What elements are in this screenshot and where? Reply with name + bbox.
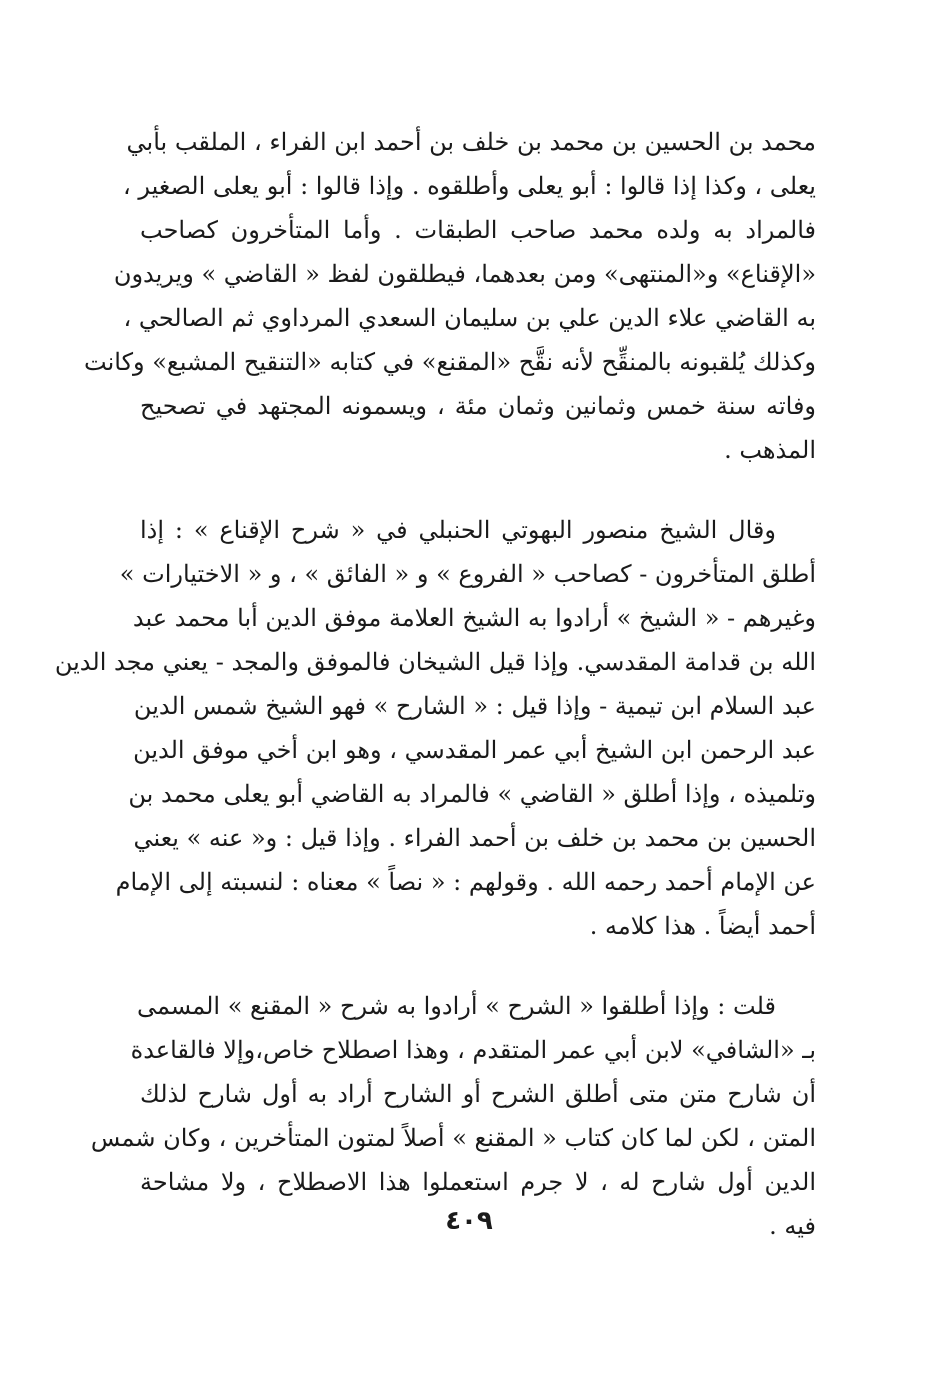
text-line: عبد الرحمن ابن الشيخ أبي عمر المقدسي ، وهو ابن أخي موفق الدين (133, 736, 816, 764)
text-line: الدين أول شارح له ، لا جرم استعملوا هذا الاصطلاح ، ولا مشاحة (140, 1168, 816, 1196)
text-line: به القاضي علاء الدين علي بن سليمان السعدي المرداوي ثم الصالحي ، (123, 304, 816, 332)
text-line: يعلى ، وكذا إذا قالوا : أبو يعلى وأطلقوه . وإذا قالوا : أبو يعلى الصغير ، (123, 172, 816, 200)
text-line: عبد السلام ابن تيمية - وإذا قيل : « الشارح » فهو الشيخ شمس الدين (133, 692, 816, 720)
text-line: أطلق المتأخرون - كصاحب « الفروع » و « الفائق » ، و « الاختيارات » (119, 560, 816, 588)
paragraph-1 (84, 120, 817, 472)
page-body (54, 120, 817, 1248)
paragraph-gap (140, 472, 816, 508)
text-line: فالمراد به ولده محمد صاحب الطبقات . وأما المتأخرون كصاحب (140, 216, 816, 244)
text-line: فيه . (769, 1212, 816, 1240)
page-number: ٤٠٩ (445, 1206, 493, 1236)
text-line: وفاته سنة خمس وثمانين وثمان مئة ، ويسمونه المجتهد في تصحيح (140, 392, 817, 420)
text-line: عن الإمام أحمد رحمه الله . وقولهم : « نصاً » معناه : لنسبته إلى الإمام (115, 868, 816, 896)
text-line: الحسين بن محمد بن خلف بن أحمد الفراء . وإذا قيل : و« عنه » يعني (133, 824, 816, 852)
text-line: بـ «الشافي» لابن أبي عمر المتقدم ، وهذا اصطلاح خاص،وإلا فالقاعدة (130, 1036, 816, 1064)
paragraph-2 (54, 508, 816, 948)
text-line: محمد بن الحسين بن محمد بن خلف بن أحمد ابن الفراء ، الملقب بأبي (126, 128, 816, 156)
text-line: قلت : وإذا أطلقوا « الشرح » أرادوا به شرح « المقنع » المسمى (136, 992, 776, 1020)
text-line: أحمد أيضاً . هذا كلامه . (589, 912, 816, 940)
text-line: «الإقناع» و«المنتهى» ومن بعدهما، فيطلقون لفظ « القاضي » ويريدون (113, 260, 816, 288)
text-line: وتلميذه ، وإذا أطلق « القاضي » فالمراد به القاضي أبو يعلى محمد بن (128, 780, 816, 808)
paragraph-gap (140, 948, 816, 984)
text-line: وغيرهم - « الشيخ » أرادوا به الشيخ العلامة موفق الدين أبا محمد عبد (132, 604, 816, 632)
text-line: وقال الشيخ منصور البهوتي الحنبلي في « شرح الإقناع » : إذا (140, 516, 776, 544)
text-line: وكذلك يُلقبونه بالمنقِّح لأنه نقَّح «المقنع» في كتابه «التنقيح المشبع» وكانت (84, 348, 816, 376)
text-line: المذهب . (724, 436, 816, 464)
text-line: أن شارح متن متى أطلق الشرح أو الشارح أراد به أول شارح لذلك (140, 1080, 816, 1108)
text-line: المتن ، لكن لما كان كتاب « المقنع » أصلاً لمتون المتأخرين ، وكان شمس (90, 1124, 816, 1152)
text-line: الله بن قدامة المقدسي. وإذا قيل الشيخان فالموفق والمجد - يعني مجد الدين (54, 648, 816, 676)
